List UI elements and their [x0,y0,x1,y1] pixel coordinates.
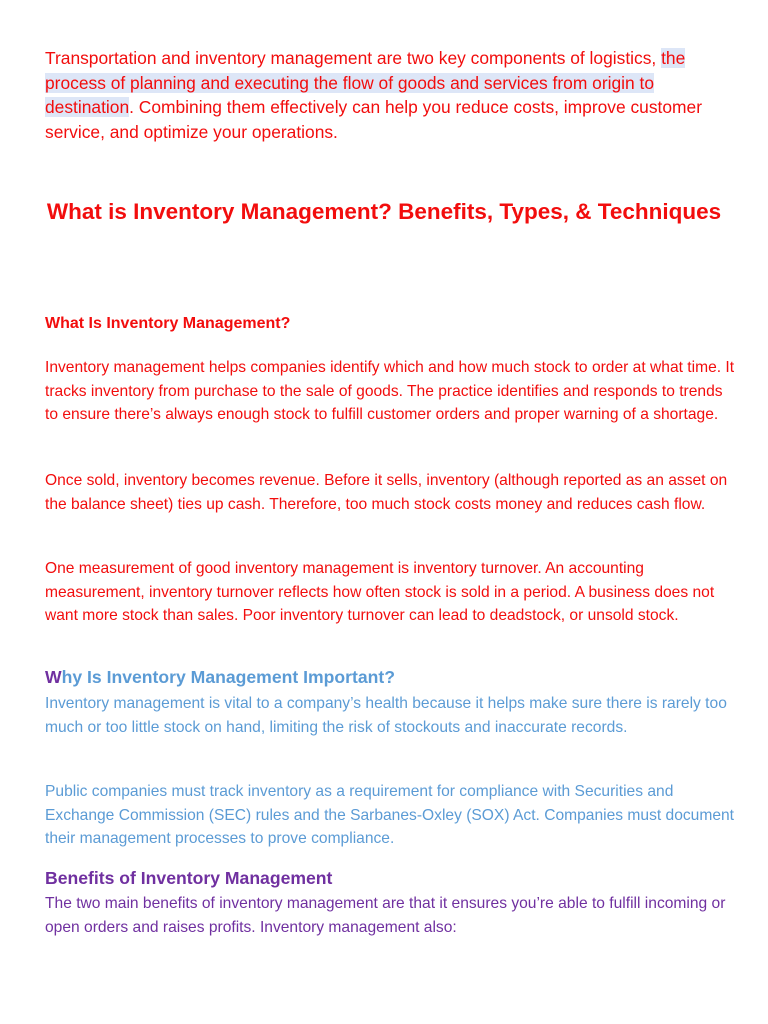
intro-paragraph [45,46,725,144]
intro-highlighted-text: the process of planning and executing the flow of goods and services from origin to destination [45,48,686,117]
section-heading-what-is: What Is Inventory Management? [45,315,291,332]
paragraph-vital: Inventory management is vital to a company’s health because it helps make sure there is rarely too much or too little stock on hand, limiting the risk of stockouts and inaccurate records. [45,695,727,736]
section-heading-benefits: Benefits of Inventory Management [45,868,333,888]
paragraph-compliance: Public companies must track inventory as a requirement for compliance with Securities and Exchange Commission (SEC) rules and the Sarbanes-Oxley (SOX) Act. Companies must document their management processes to prove compliance. [45,783,735,847]
document-title: What is Inventory Management? Benefits, Types, & Techniques [46,199,722,224]
heading-first-letter: W [45,667,62,687]
paragraph-revenue: Once sold, inventory becomes revenue. Before it sells, inventory (although reported as an asset on the balance sheet) ties up cash. Therefore, too much stock costs money and reduces cash flow. [45,472,728,513]
paragraph-turnover: One measurement of good inventory management is inventory turnover. An accounting measurement, inventory turnover reflects how often stock is sold in a period. A business does not want more stock than sales. Poor inventory turnover can lead to deadstock, or unsold stock. [45,560,715,624]
intro-text-end: . Combining them effectively can help you reduce costs, improve customer service, and optimize your operations. [45,97,702,142]
section-heading-why-important [45,667,395,688]
heading-rest: hy Is Inventory Management Important? [61,667,395,687]
intro-text-start: Transportation and inventory management are two key components of logistics, [45,48,662,68]
paragraph-benefits: The two main benefits of inventory management are that it ensures you’re able to fulfill incoming or open orders and raises profits. Inventory management also: [45,895,726,936]
paragraph-definition: Inventory management helps companies identify which and how much stock to order at what time. It tracks inventory from purchase to the sale of goods. The practice identifies and responds to trends to ensure there’s always enough stock to fulfill customer orders and proper warning of a shortage. [45,359,735,423]
